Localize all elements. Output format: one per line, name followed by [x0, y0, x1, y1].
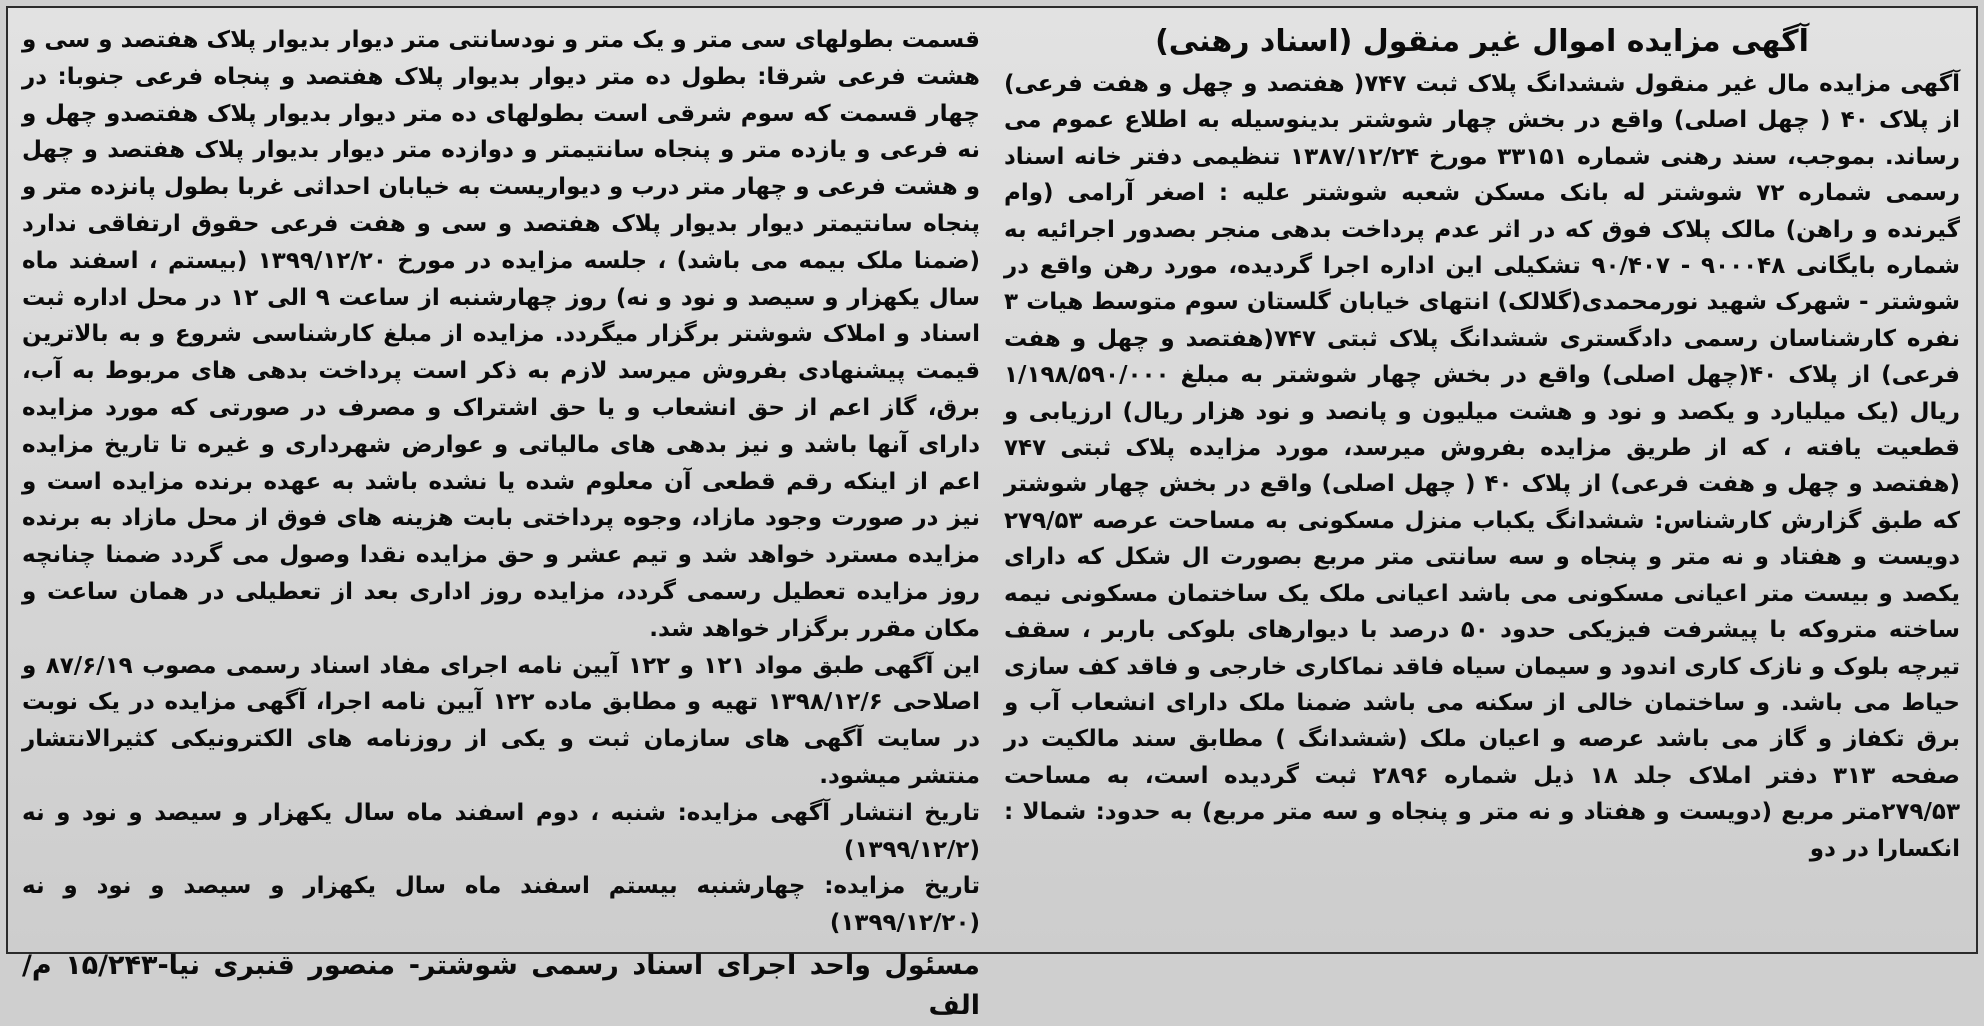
signature-line: مسئول واحد اجرای اسناد رسمی شوشتر- منصور قنبری نیا-۱۵/۲۴۳ م/الف [22, 949, 980, 1021]
left-column [22, 22, 980, 1021]
notice-legal-basis: این آگهی طبق مواد ۱۲۱ و ۱۲۲ آیین نامه اجرای مفاد اسناد رسمی مصوب ۸۷/۶/۱۹ و اصلاحی ۱۳۹۸/۱۲/۶ تهیه و مطابق ماده ۱۲۲ آیین نامه اجرا، آگهی مزایده در یک نوبت در سایت آگهی های سازمان ثبت و یکی از روزنامه های الکترونیکی کثیرالانتشار منتشر میشود. [22, 652, 980, 789]
publish-date: تاریخ انتشار آگهی مزایده: شنبه ، دوم اسفند ماه سال یکهزار و سیصد و نود و نه (۱۳۹۹/۱۲/۲) [22, 799, 980, 863]
notice-body-right: آگهی مزایده مال غیر منقول ششدانگ پلاک ثبت ۷۴۷( هفتصد و چهل و هفت فرعی) از پلاک ۴۰ ( چهل اصلی) واقع در بخش چهار شوشتر بدینوسیله به اطلاع عموم می رساند. بموجب، سند رهنی شماره ۳۳۱۵۱ مورخ ۱۳۸۷/۱۲/۲۴ تنظیمی دفتر خانه اسناد رسمی شماره ۷۲ شوشتر له بانک مسکن شعبه شوشتر علیه : اصغر آرامی (وام گیرنده و راهن) مالک پلاک فوق که در اثر عدم پرداخت بدهی منجر بصدور اجرائیه به شماره بایگانی ۹۰۰۰۴۸ - ۹۰/۴۰۷ تشکیلی این اداره اجرا گردیده، مورد رهن واقع در شوشتر - شهرک شهید نورمحمدی(گلالک) انتهای خیابان گلستان سوم متوسط هیات ۳ نفره کارشناسان رسمی دادگستری ششدانگ پلاک ثبتی ۷۴۷(هفتصد و چهل و هفت فرعی) از پلاک ۴۰(چهل اصلی) واقع در بخش چهار شوشتر به مبلغ ۱/۱۹۸/۵۹۰/۰۰۰ ریال (یک میلیارد و یکصد و نود و هشت میلیون و پانصد و نود هزار ریال) ارزیابی و قطعیت یافته ، که از طریق مزایده بفروش میرسد، مورد مزایده پلاک ثبتی ۷۴۷ (هفتصد و چهل و هفت فرعی) از پلاک ۴۰ ( چهل اصلی) واقع در بخش چهار شوشتر که طبق گزارش کارشناس: ششدانگ یکباب منزل مسکونی به مساحت عرصه ۲۷۹/۵۳ دویست و هفتاد و نه متر و پنجاه و سه سانتی متر مربع بصورت ال شکل که دارای یکصد و بیست متر اعیانی مسکونی می باشد اعیانی ملک یک ساختمان مسکونی نیمه ساخته متروکه با پیشرفت فیزیکی حدود ۵۰ درصد با دیوارهای بلوکی باربر ، سقف تیرچه بلوک و نازک کاری اندود و سیمان سیاه فاقد نماکاری خارجی و فاقد کف سازی حیاط می باشد. و ساختمان خالی از سکنه می باشد ضمنا ملک دارای انشعاب آب و برق تکفاز و گاز می باشد عرصه و اعیان ملک (ششدانگ ) مطابق سند مالکیت در صفحه ۳۱۳ دفتر املاک جلد ۱۸ ذیل شماره ۲۸۹۶ ثبت گردیده است، به مساحت ۲۷۹/۵۳متر مربع (دویست و هفتاد و نه متر و پنجاه و سه متر مربع) به حدود: شمالا : انکسارا در دو [1004, 71, 1961, 862]
auction-date: تاریخ مزایده: چهارشنبه بیستم اسفند ماه سال یکهزار و سیصد و نود و نه (۱۳۹۹/۱۲/۲۰) [22, 873, 980, 937]
notice-body-left: قسمت بطولهای سی متر و یک متر و نودسانتی متر دیوار بدیوار پلاک هفتصد و سی و هشت فرعی شرقا: بطول ده متر دیوار بدیوار پلاک هفتصد و پنجاه فرعی جنوبا: در چهار قسمت که سوم شرقی است بطولهای ده متر دیوار بدیوار پلاک هفتصدو چهل و نه فرعی و یازده متر و پنجاه سانتیمتر و دوازده متر دیوار بدیوار پلاک هفتصد و چهل و هشت فرعی و چهار متر درب و دیواریست به خیابان احداثی غربا بطول پانزده متر و پنجاه سانتیمتر دیوار بدیوار پلاک هفتصد و سی و هفت فرعی حقوق ارتفاقی ندارد (ضمنا ملک بیمه می باشد) ، جلسه مزایده در مورخ ۱۳۹۹/۱۲/۲۰ (بیستم ، اسفند ماه سال یکهزار و سیصد و نود و نه) روز چهارشنبه از ساعت ۹ الی ۱۲ در محل اداره ثبت اسناد و املاک شوشتر برگزار میگردد. مزایده از مبلغ کارشناسی شروع و به بالاترین قیمت پیشنهادی بفروش میرسد لازم به ذکر است پرداخت بدهی های مربوط به آب، برق، گاز اعم از حق انشعاب و یا حق اشتراک و مصرف در صورتی که مورد مزایده دارای آنها باشد و نیز بدهی های مالیاتی و عوارض شهرداری و غیره تا تاریخ مزایده اعم از اینکه رقم قطعی آن معلوم شده یا نشده باشد به عهده برنده مزایده است و نیز در صورت وجود مازاد، وجوه پرداختی بابت هزینه های فوق از محل مازاد به برنده مزایده مسترد خواهد شد و تیم عشر و حق مزایده نقدا وصول می گردد ضمنا چنانچه روز مزایده تعطیل رسمی گردد، مزایده روز اداری بعد از تعطیلی در همان ساعت و مکان مقرر برگزار خواهد شد. [22, 27, 980, 642]
auction-notice [6, 6, 1978, 1021]
notice-title: آگهی مزایده اموال غیر منقول (اسناد رهنی) [1155, 24, 1809, 59]
right-column [1004, 22, 1960, 942]
